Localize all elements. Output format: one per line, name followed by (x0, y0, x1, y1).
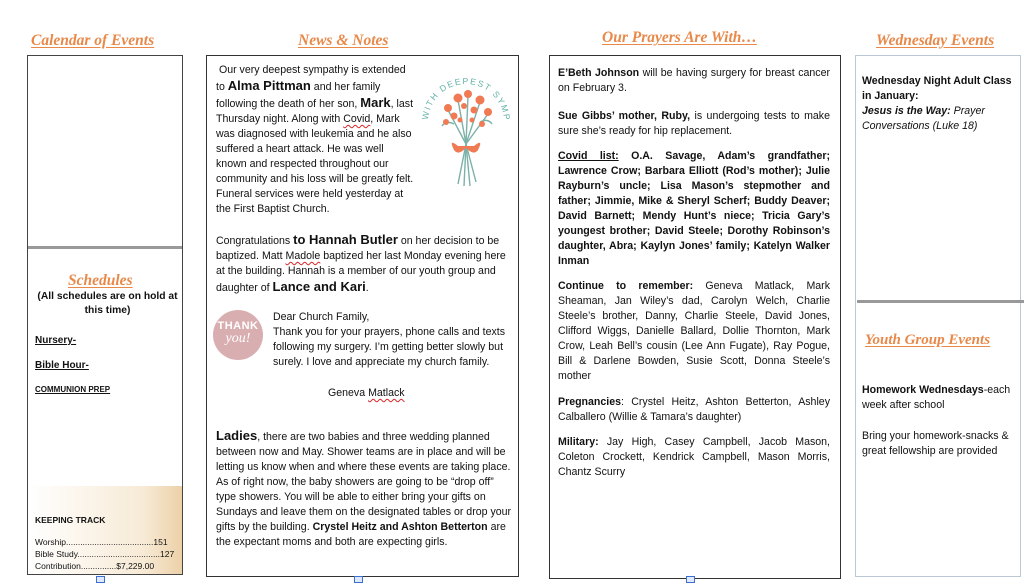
military-list (558, 435, 830, 480)
covid-label: Covid list: (558, 150, 619, 162)
p1-text-d: , Mark was diagnosed with leukemia and he also suffered a heart attack. He was well known and respected throughout our community and his loss will be greatly felt. Funeral services were held yesterday at the First Baptist Church. (216, 113, 414, 215)
sympathy-badge-text: WITH DEEPEST SYMP (419, 75, 513, 122)
p1-son: Mark (360, 95, 391, 110)
preg-label: Pregnancies (558, 396, 622, 408)
p4-ladies: Ladies (216, 428, 258, 443)
preg-text: : Crystel Heitz, Ashton Betterton, Ashley Calballero (Willie & Tamara’s daughter) (558, 396, 830, 423)
p1-text-c: , last Thursday night. Along with (216, 98, 414, 125)
nursery-label: Nursery- (35, 335, 77, 346)
sympathy-paragraph (216, 63, 416, 217)
anchor-icon (686, 576, 695, 583)
continue-text: Geneva Matlack, Mark Sheaman, Jan Wiley’s dad, Carolyn Welch, Charlie Steele’s brother, Danny, Charlie Steele, David Jones, Clifford Wiggs, Danielle Ballard, Dollie Thornton, Mark Crow, Leah Bell’s cousin (Lee Ann Fugate), Ray Pogue, Bill & Darlene Bowden, Susie Scott, Donna Steele’s mother (558, 280, 830, 382)
p4-text-a: , there are two babies and three wedding planned between now and May. Shower teams are in place and will be letting us know when and where these events are taking place. As of right now, the baby showers are going to be “drop off” type showers. You will be able to either bring your gifts on Sundays and leave them on the designated tables or drop your gifts by the building. (216, 431, 512, 533)
ruby-name: Sue Gibbs’ mother, Ruby, (558, 110, 691, 122)
ruby-text: is undergoing tests to make sure she’s ready for hip replacement. (558, 110, 830, 137)
p1-name: Alma Pittman (227, 78, 311, 93)
p4-name-1: Crystel Heitz (312, 521, 377, 533)
homework-bold: Homework Wednesdays (862, 384, 984, 396)
ladies-paragraph (216, 428, 514, 550)
anchor-icon (354, 576, 363, 583)
homework-wednesdays (862, 383, 1020, 413)
p1-text-a: Our very deepest sympathy is extended to (216, 64, 406, 93)
p4-name-2: Ashton Betterton (401, 521, 488, 533)
youth-header: Youth Group Events (865, 332, 991, 348)
prayer-ruby (558, 109, 830, 139)
continue-list (558, 279, 830, 384)
anchor-icon (96, 576, 105, 583)
prayers-header: Our Prayers Are With… (602, 29, 757, 46)
calendar-divider (28, 246, 182, 249)
contribution-amount: Contribution...............$7,229.00 (35, 561, 155, 571)
covid-list (558, 149, 830, 269)
p2-text-b: on her decision to be baptized. Matt (216, 235, 500, 262)
wednesday-header: Wednesday Events (876, 32, 995, 49)
p2-text-a: Congratulations (216, 235, 294, 247)
homework-snacks: Bring your homework-snacks & great fellowship are provided (862, 430, 1009, 457)
bible-hour-label: Bible Hour- (35, 360, 89, 371)
p4-and: and (376, 521, 402, 533)
bible-study-count: Bible Study...................................127 (35, 549, 175, 559)
ebeth-name: E’Beth Johnson (558, 67, 640, 79)
continue-label: Continue to remember: (558, 280, 694, 292)
p1-covid: Covid (343, 113, 371, 125)
wednesday-title: Wednesday Night Adult Class in January: (862, 75, 1012, 102)
communion-label: COMMUNION PREP (35, 385, 111, 394)
p2-text-c: baptized her last Monday evening here at the building. Hannah is a member of our youth group and daughter of (216, 250, 506, 294)
p2-text-d: . (365, 282, 369, 294)
wednesday-class (862, 74, 1020, 134)
congrats-paragraph (216, 232, 514, 296)
homework-rest: -each week after school (862, 384, 1011, 411)
p2-madole: Madole (285, 250, 321, 262)
p4-text-b: are the expectant moms and both are expecting girls. (216, 521, 506, 548)
military-label: Military: (558, 436, 599, 448)
thank-word: THANK (217, 320, 259, 332)
schedules-header: Schedules (68, 272, 133, 289)
thank-you-badge (213, 310, 263, 360)
p1-text-b: and her family following the death of her son, (216, 81, 381, 110)
ebeth-text: will be having surgery for breast cancer on February 3. (558, 67, 830, 94)
p2-name: to Hannah Butler (293, 232, 398, 247)
you-word: you! (225, 331, 251, 346)
prayer-ebeth (558, 66, 830, 96)
letter-signature (328, 386, 405, 401)
svg-text:WITH DEEPEST SYMPATHY (418, 60, 512, 121)
sign-first: Geneva (328, 387, 369, 399)
pregnancies-list (558, 395, 830, 425)
calendar-header: Calendar of Events (31, 32, 155, 49)
p2-parents: Lance and Kari (272, 279, 366, 294)
keeping-track-title: KEEPING TRACK (35, 515, 106, 525)
wednesday-series: Jesus is the Way: (862, 105, 951, 117)
thank-you-letter: Dear Church Family, Thank you for your prayers, phone calls and texts following my surgery. I’m getting better slowly but surely. I love and appreciate my church family. (273, 311, 506, 368)
covid-text: O.A. Savage, Adam’s grandfather; Lawrence Crow; Barbara Elliott (Rod’s mother); Julie Rayburn’s uncle; Lisa Mason’s stepmother and father; Jimmie, Mike & Sheryl Scherf; Buddy Deaver; David Barnett; Mendy Hunt’s niece; Tricia Gary’s youngest brother; David Steele; Dorothy Robinson’s daughter, Abra; Kaylyn Jones’ family; Katelyn Walker Inman (558, 150, 830, 267)
wednesday-series-rest: Prayer Conversations (Luke 18) (862, 105, 985, 132)
news-header: News & Notes (298, 32, 389, 49)
right-divider (857, 300, 1024, 303)
sign-last: Matlack (368, 387, 405, 399)
sympathy-badge (418, 60, 514, 192)
military-text: Jay High, Casey Campbell, Jacob Mason, Coleton Crockett, Kendrick Campbell, Mason Morris, Chantz Scurry (558, 436, 830, 478)
schedules-note: (All schedules are on hold at this time) (37, 291, 178, 316)
worship-count: Worship.....................................151 (35, 537, 168, 547)
